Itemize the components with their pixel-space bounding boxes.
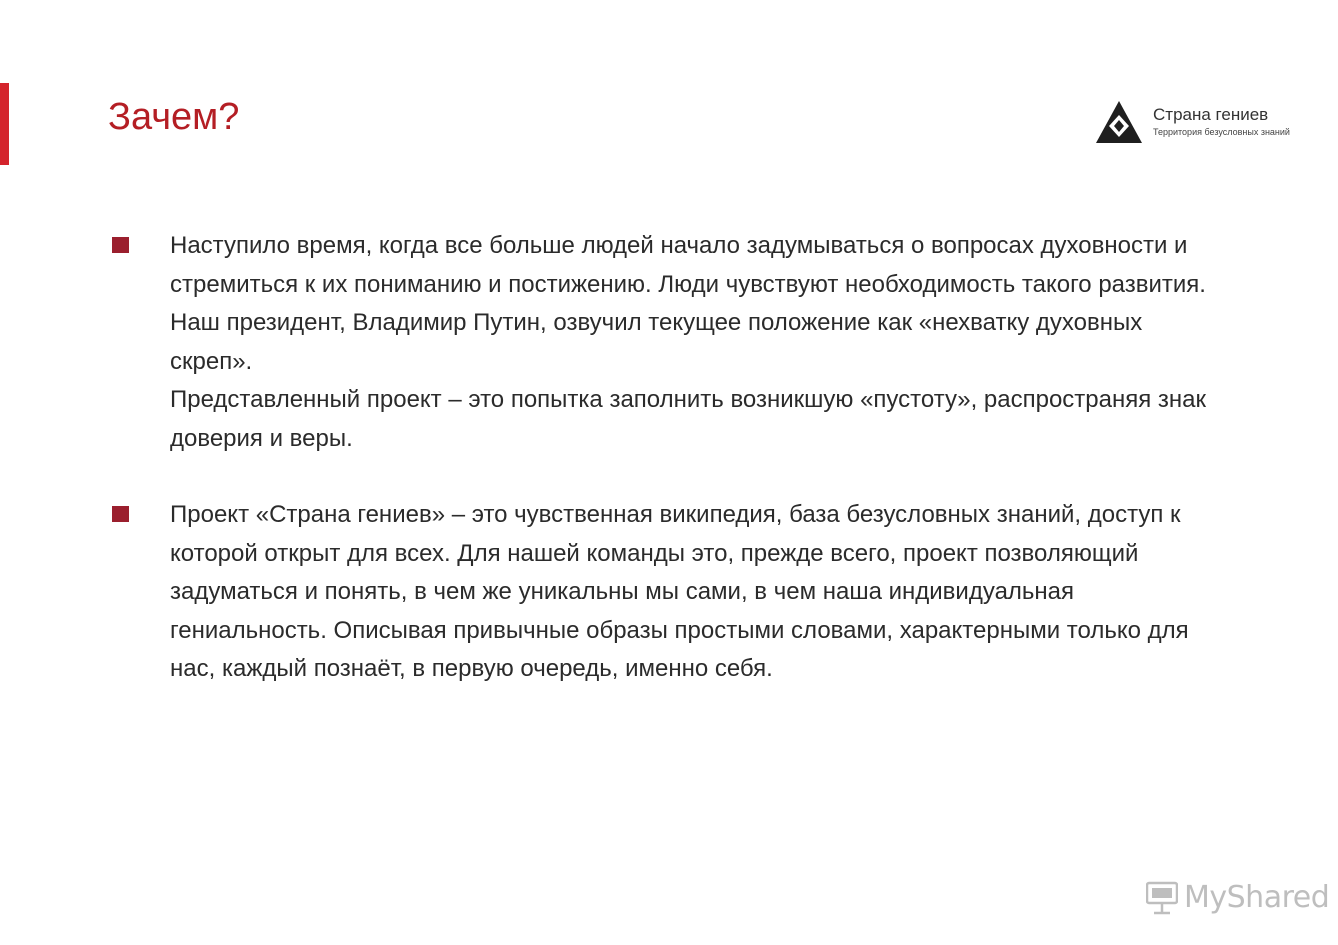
square-bullet-icon	[112, 506, 129, 522]
accent-bar	[0, 83, 9, 165]
mysahred-presentation-icon	[1146, 881, 1178, 915]
watermark	[1146, 880, 1329, 915]
bullet-item	[112, 496, 1222, 689]
bullet-paragraph: Проект «Страна гениев» – это чувственная википедия, база безусловных знаний, доступ к которой открыт для всех. Для нашей команды это, прежде всего, проект позволяющий задуматься и понять, в чем же уникальны мы сами, в чем наша индивидуальная гениальность. Описывая привычные образы простыми словами, характерными только для нас, каждый познаёт, в первую очередь, именно себя.	[170, 501, 1189, 682]
logo-text	[1153, 105, 1290, 139]
logo-name: Страна гениев	[1153, 104, 1269, 124]
slide-content	[112, 227, 1222, 689]
bullet-paragraph: Наступило время, когда все больше людей начало задумываться о вопросах духовности и стремиться к их пониманию и постижению. Люди чувствуют необходимость такого развития. Наш президент, Владимир Путин, озвучил текущее положение как «нехватку духовных скреп».	[170, 232, 1206, 375]
slide-title: Зачем?	[108, 96, 240, 138]
logo-tagline: Территория безусловных знаний	[1153, 127, 1290, 138]
watermark-text: MyShared	[1184, 880, 1330, 915]
bullet-paragraph: Представленный проект – это попытка заполнить возникшую «пустоту», распространяя знак доверия и веры.	[170, 386, 1207, 452]
bullet-item	[112, 227, 1222, 458]
logo	[1095, 100, 1290, 144]
triangle-diamond-logo-icon	[1095, 100, 1143, 144]
square-bullet-icon	[112, 237, 129, 253]
